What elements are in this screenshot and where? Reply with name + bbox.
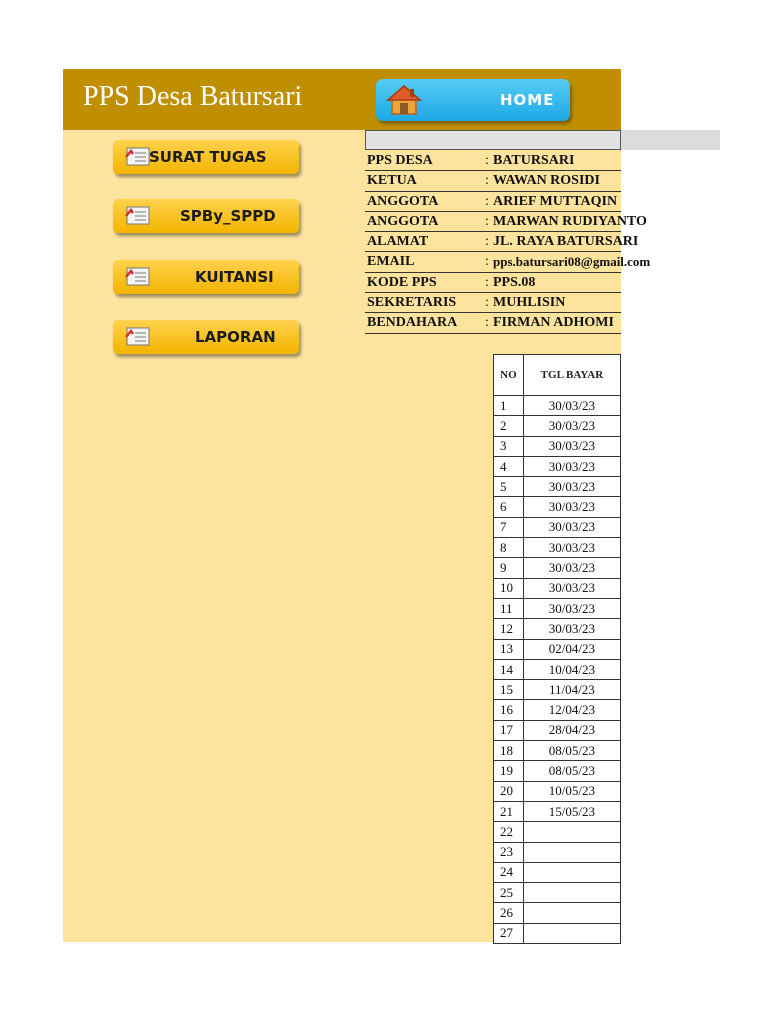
cell-tgl-bayar[interactable]: 30/03/23: [523, 578, 620, 598]
info-value: ARIEF MUTTAQIN: [493, 193, 618, 209]
cell-no[interactable]: 4: [494, 456, 524, 476]
payment-table-wrapper: [493, 354, 621, 944]
kuitansi-label: KUITANSI: [195, 268, 274, 286]
cell-tgl-bayar[interactable]: 30/03/23: [523, 538, 620, 558]
table-row: [494, 680, 621, 700]
cell-tgl-bayar[interactable]: [523, 862, 620, 882]
cell-no[interactable]: 10: [494, 578, 524, 598]
cell-tgl-bayar[interactable]: 30/03/23: [523, 598, 620, 618]
cell-no[interactable]: 19: [494, 761, 524, 781]
cell-tgl-bayar[interactable]: 30/03/23: [523, 436, 620, 456]
info-value: BATURSARI: [493, 153, 575, 168]
table-row: [494, 456, 621, 476]
info-header-row: [365, 130, 621, 150]
info-row: [365, 293, 621, 313]
cell-tgl-bayar[interactable]: 30/03/23: [523, 477, 620, 497]
info-value: PPS.08: [493, 274, 536, 290]
payment-header-row: [494, 355, 621, 396]
info-value: MUHLISIN: [493, 295, 566, 311]
cell-tgl-bayar[interactable]: 15/05/23: [523, 801, 620, 821]
cell-tgl-bayar[interactable]: 30/03/23: [523, 517, 620, 537]
spby-sppd-label: SPBy_SPPD: [180, 207, 276, 225]
cell-tgl-bayar[interactable]: 08/05/23: [523, 741, 620, 761]
info-value: JL. RAYA BATURSARI: [493, 234, 639, 250]
table-row: [494, 598, 621, 618]
info-separator: :: [485, 315, 489, 331]
column-header-no: NO: [494, 355, 524, 396]
home-label: HOME: [500, 91, 555, 109]
surat-tugas-button[interactable]: [113, 140, 299, 174]
surat-tugas-label: SURAT TUGAS: [149, 148, 267, 166]
cell-no[interactable]: 15: [494, 680, 524, 700]
cell-no[interactable]: 20: [494, 781, 524, 801]
table-row: [494, 700, 621, 720]
info-value: WAWAN ROSIDI: [493, 173, 600, 189]
table-row: [494, 517, 621, 537]
info-separator: :: [485, 234, 489, 250]
info-label: KETUA: [367, 173, 417, 189]
cell-no[interactable]: 2: [494, 416, 524, 436]
table-row: [494, 822, 621, 842]
table-row: [494, 883, 621, 903]
table-row: [494, 761, 621, 781]
spby-sppd-button[interactable]: [113, 199, 299, 233]
table-row: [494, 436, 621, 456]
info-label: ALAMAT: [367, 234, 429, 250]
info-label: EMAIL: [367, 254, 415, 270]
table-row: [494, 801, 621, 821]
laporan-label: LAPORAN: [195, 328, 276, 346]
cell-no[interactable]: 17: [494, 720, 524, 740]
info-row: [365, 151, 621, 171]
cell-no[interactable]: 25: [494, 883, 524, 903]
cell-no[interactable]: 18: [494, 741, 524, 761]
cell-no[interactable]: 24: [494, 862, 524, 882]
table-row: [494, 497, 621, 517]
document-icon: [123, 325, 151, 349]
cell-no[interactable]: 16: [494, 700, 524, 720]
table-row: [494, 538, 621, 558]
cell-tgl-bayar[interactable]: 12/04/23: [523, 700, 620, 720]
table-row: [494, 477, 621, 497]
cell-no[interactable]: 9: [494, 558, 524, 578]
cell-tgl-bayar[interactable]: 10/04/23: [523, 659, 620, 679]
cell-tgl-bayar[interactable]: [523, 923, 620, 943]
info-row: [365, 212, 647, 232]
cell-tgl-bayar[interactable]: 28/04/23: [523, 720, 620, 740]
info-label: BENDAHARA: [367, 315, 458, 331]
cell-tgl-bayar[interactable]: 30/03/23: [523, 456, 620, 476]
cell-no[interactable]: 26: [494, 903, 524, 923]
cell-no[interactable]: 14: [494, 659, 524, 679]
info-row: [365, 252, 651, 272]
document-icon: [123, 145, 151, 169]
info-separator: :: [485, 193, 489, 209]
cell-no[interactable]: 8: [494, 538, 524, 558]
table-row: [494, 741, 621, 761]
cell-no[interactable]: 22: [494, 822, 524, 842]
table-row: [494, 842, 621, 862]
cell-tgl-bayar[interactable]: 30/03/23: [523, 396, 620, 416]
info-label: KODE PPS: [367, 274, 437, 290]
table-row: [494, 578, 621, 598]
info-table: [365, 151, 651, 334]
cell-tgl-bayar[interactable]: 08/05/23: [523, 761, 620, 781]
cell-no[interactable]: 3: [494, 436, 524, 456]
info-label: ANGGOTA: [367, 213, 439, 229]
info-label: SEKRETARIS: [367, 295, 457, 311]
table-row: [494, 619, 621, 639]
cell-tgl-bayar[interactable]: [523, 822, 620, 842]
info-separator: :: [485, 254, 489, 270]
document-icon: [123, 204, 151, 228]
document-icon: [123, 265, 151, 289]
cell-tgl-bayar[interactable]: [523, 903, 620, 923]
cell-no[interactable]: 13: [494, 639, 524, 659]
info-value: FIRMAN ADHOMI: [493, 315, 614, 331]
info-separator: :: [485, 213, 489, 229]
cell-tgl-bayar[interactable]: 30/03/23: [523, 619, 620, 639]
cell-no[interactable]: 12: [494, 619, 524, 639]
header-bar: [63, 69, 621, 130]
info-value: MARWAN RUDIYANTO: [493, 213, 647, 229]
cell-no[interactable]: 11: [494, 598, 524, 618]
table-row: [494, 639, 621, 659]
cell-tgl-bayar[interactable]: 30/03/23: [523, 497, 620, 517]
info-value: pps.batursari08@gmail.com: [493, 254, 651, 270]
cell-tgl-bayar[interactable]: 10/05/23: [523, 781, 620, 801]
cell-no[interactable]: 27: [494, 923, 524, 943]
table-row: [494, 903, 621, 923]
cell-no[interactable]: 7: [494, 517, 524, 537]
info-label: ANGGOTA: [367, 193, 439, 209]
cell-tgl-bayar[interactable]: 30/03/23: [523, 558, 620, 578]
table-row: [494, 416, 621, 436]
cell-tgl-bayar[interactable]: [523, 883, 620, 903]
info-separator: :: [485, 153, 489, 168]
info-row: [365, 273, 621, 293]
cell-tgl-bayar[interactable]: 02/04/23: [523, 639, 620, 659]
header-row-extension: [621, 130, 720, 150]
table-row: [494, 720, 621, 740]
table-row: [494, 558, 621, 578]
cell-tgl-bayar[interactable]: 30/03/23: [523, 416, 620, 436]
cell-no[interactable]: 1: [494, 396, 524, 416]
kuitansi-button[interactable]: [113, 260, 299, 294]
table-row: [494, 659, 621, 679]
cell-no[interactable]: 21: [494, 801, 524, 821]
column-header-tgl-bayar: TGL BAYAR: [523, 355, 620, 396]
table-row: [494, 923, 621, 943]
table-row: [494, 781, 621, 801]
payment-table: [493, 354, 621, 944]
info-row: [365, 171, 621, 191]
cell-no[interactable]: 5: [494, 477, 524, 497]
home-button[interactable]: [376, 79, 570, 121]
info-label: PPS DESA: [367, 153, 433, 168]
app-title: PPS Desa Batursari: [83, 81, 303, 112]
table-row: [494, 862, 621, 882]
info-separator: :: [485, 173, 489, 189]
info-row: [365, 232, 639, 252]
info-separator: :: [485, 295, 489, 311]
info-separator: :: [485, 274, 489, 290]
cell-no[interactable]: 23: [494, 842, 524, 862]
cell-tgl-bayar[interactable]: 11/04/23: [523, 680, 620, 700]
cell-no[interactable]: 6: [494, 497, 524, 517]
info-row: [365, 192, 621, 212]
info-row: [365, 313, 621, 333]
laporan-button[interactable]: [113, 320, 299, 354]
table-row: [494, 396, 621, 416]
house-icon: [386, 83, 422, 117]
cell-tgl-bayar[interactable]: [523, 842, 620, 862]
